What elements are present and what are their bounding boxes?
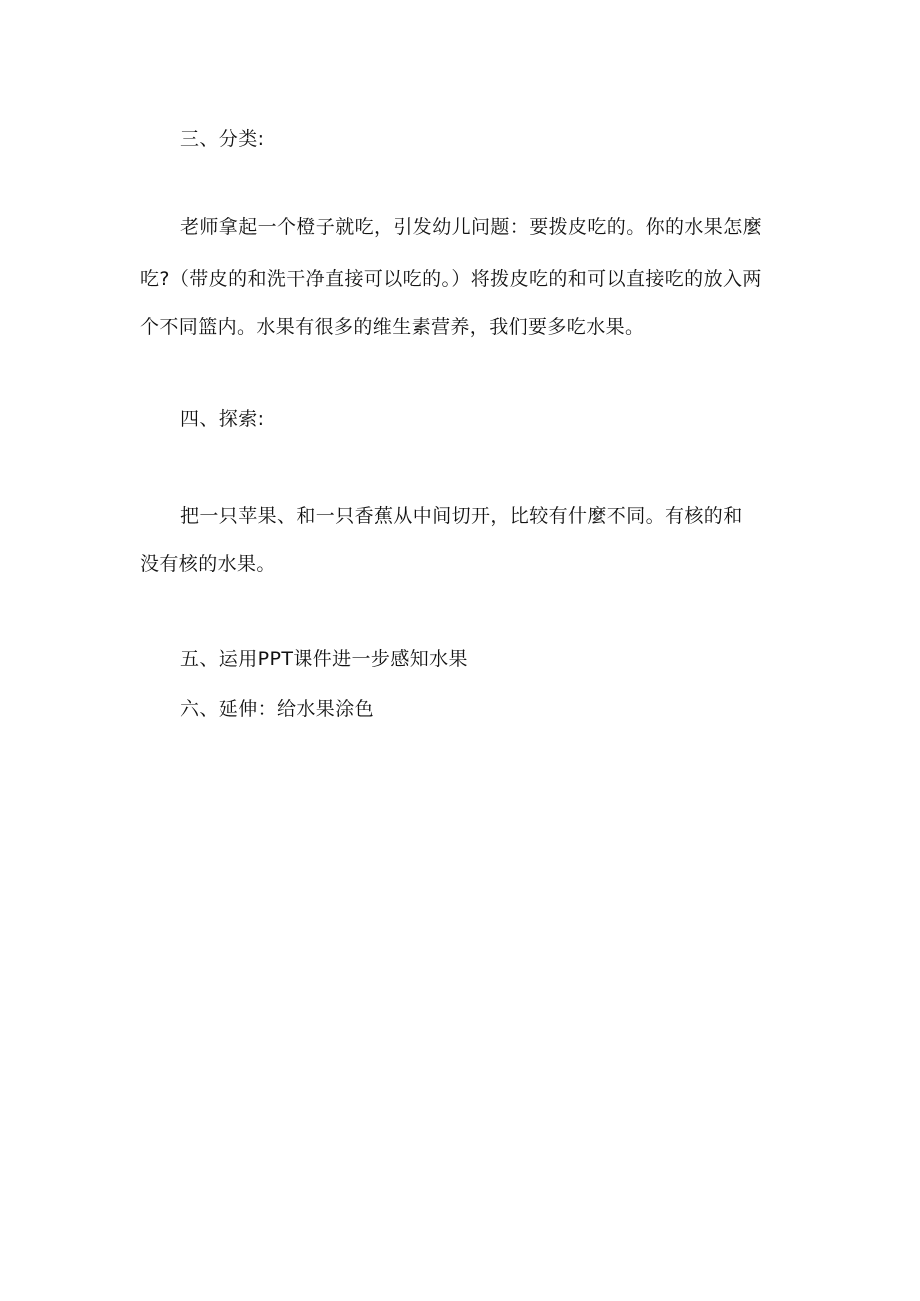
section-4-heading: 四、探索: bbox=[180, 408, 265, 430]
section-3-heading: 三、分类: bbox=[180, 128, 265, 150]
section-3-paragraph-line-1: 老师拿起一个橙子就吃，引发幼儿问题：要拨皮吃的。你的水果怎麼 bbox=[180, 216, 763, 238]
section-6-heading: 六、延伸：给水果涂色 bbox=[180, 698, 375, 720]
section-4-paragraph-line-1: 把一只苹果、和一只香蕉从中间切开，比较有什麼不同。有核的和 bbox=[180, 505, 743, 527]
section-3-paragraph-line-3: 个不同篮内。水果有很多的维生素营养，我们要多吃水果。 bbox=[140, 316, 645, 338]
section-4-paragraph-line-2: 没有核的水果。 bbox=[140, 553, 276, 575]
section-5-heading: 五、运用PPT课件进一步感知水果 bbox=[180, 648, 468, 670]
section-3-paragraph-line-2: 吃?（带皮的和洗干净直接可以吃的。）将拨皮吃的和可以直接吃的放入两 bbox=[140, 268, 762, 290]
